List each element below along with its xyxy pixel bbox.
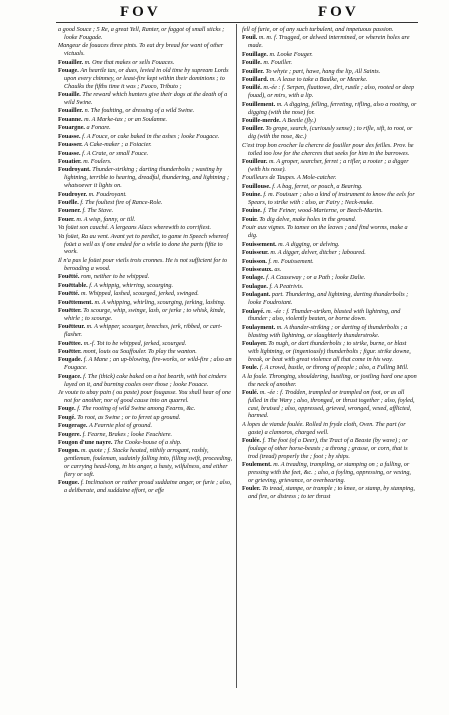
dictionary-entry — [58, 191, 234, 199]
entry-headword: Fougé. — [58, 413, 76, 421]
entry-definition: m. A lease to take a Baulke, or Mearke. — [269, 76, 368, 84]
entry-headword: Fouailler. — [58, 58, 84, 66]
entry-headword: Fougere. — [58, 430, 82, 438]
entry-headword: Fouissement. — [242, 240, 277, 248]
entry-definition: To dig delve, make holes in the ground. — [259, 215, 357, 223]
dictionary-entry — [242, 373, 418, 389]
entry-headword: Fougue. — [58, 479, 80, 487]
entry-definition: f. The Feiner, wood-Marterne, or Beech-Martin. — [263, 207, 383, 215]
entry-headword: Fouiller. — [242, 125, 264, 133]
entry-headword: Fouillement. — [242, 100, 276, 108]
entry-headword: Fougerage. — [58, 422, 88, 430]
entry-definition: m. Foulers. — [83, 158, 112, 166]
dictionary-entry — [242, 158, 418, 174]
dictionary-entry — [58, 405, 234, 413]
entry-definition: f. The foot (of a Deer), the Tract of a Beaste (by wave) ; or foulage of other horse-beasts ; a throng ; grasse, or corn, that is trod (tread) properly the ; foot ; by ships. — [248, 437, 408, 460]
entry-headword: Foule. — [242, 364, 259, 372]
entry-definition: f. Inclinaison or rather proud suddaine anger, or furie ; also, a deliberate, and suddaine effort, or effe — [64, 479, 232, 495]
entry-definition: m. A Marke-tax ; or an Soulanne. — [84, 115, 168, 123]
dictionary-entry — [58, 26, 234, 42]
entry-headword: Fouille-merde. — [242, 117, 281, 125]
entry-headword: Foulayer. — [242, 340, 267, 348]
entry-definition: f. A Fouce, or cake baked in the ashes ; looke Fougace. — [82, 132, 220, 140]
entry-definition: Va foüet son cauché. A lergeans Alacs wherewith to corrifiest. — [58, 224, 212, 232]
column-divider — [236, 24, 237, 688]
entry-definition: rom, neither to be whipped. — [81, 273, 150, 281]
dictionary-entry — [242, 224, 418, 240]
dictionary-entry — [58, 67, 234, 91]
dictionary-entry — [58, 124, 234, 132]
entry-definition: A Fearnie plot of ground. — [88, 422, 153, 430]
dictionary-entry — [242, 51, 418, 59]
entry-definition: f. A Peatrivis. — [269, 282, 304, 290]
dictionary-entry — [242, 216, 418, 224]
entry-headword: Foulement. — [242, 461, 272, 469]
entry-headword: Foulague. — [242, 282, 268, 290]
dictionary-entry — [58, 273, 234, 281]
entry-headword: Fouasse. — [58, 132, 81, 140]
entry-headword: Fouir. — [242, 215, 258, 223]
dictionary-entry — [242, 59, 418, 67]
entry-definition: f. A Crate, or small Fouce. — [82, 149, 149, 157]
entry-definition: a good Souce ; 5 Re, a great Yell, Ranter, or faggot of small sticks ; looke Fougade. — [58, 26, 225, 41]
running-head-right: FOV — [318, 4, 359, 20]
entry-definition: The Cooke-house of a ship. — [113, 438, 182, 446]
dictionary-entry — [58, 199, 234, 207]
dictionary-entry — [242, 101, 418, 117]
dictionary-entry — [242, 274, 418, 282]
entry-definition: A Beetle (fly.) — [282, 117, 316, 125]
entry-headword: Fouillouse. — [242, 182, 271, 190]
entry-headword: Fouisseur. — [242, 249, 269, 257]
dictionary-entry — [58, 42, 234, 58]
dictionary-entry — [242, 125, 418, 141]
entry-definition: m. A digging, or delving. — [278, 240, 340, 248]
dictionary-entry — [58, 356, 234, 372]
dictionary-entry — [242, 421, 418, 437]
entry-headword: Fouine. — [242, 191, 262, 199]
entry-definition: m. -ée : f. Thunder-striken, blasted with lightning, and thunder ; also, violently beaten, or borne down. — [248, 307, 401, 323]
dictionary-entry — [58, 373, 234, 389]
entry-definition: m. A thunder-striking ; or darting of thunderbolts ; a blasting with lightning, or slaughterly thunderstroke. — [248, 323, 408, 339]
dictionary-entry — [242, 183, 418, 191]
entry-headword: Fouëtté. — [58, 273, 80, 281]
entry-definition: f. The Stave. — [82, 207, 114, 215]
entry-headword: Fouilleur. — [242, 158, 268, 166]
entry-definition: f. A Causeway ; or a Path ; looke Dalie. — [266, 274, 366, 282]
entry-definition: m. A groper, searcher, ferret ; a rifler, a rooter ; a digger (with his nose). — [248, 158, 409, 173]
entry-definition: To whyte ; part, hawe, hang the lip, All Saints. — [265, 67, 381, 75]
entry-headword: Foulé. — [242, 388, 259, 396]
entry-headword: Fouailler. — [58, 107, 84, 115]
entry-definition: f. m. Fouisuer ; also a kind of instrument to know the eels for Spears, to strike with : also, ar Fairy ; Neck-muke. — [248, 191, 415, 207]
dictionary-entry — [242, 84, 418, 100]
entry-definition: To nugh, or dart thunderbolts ; to strike, burne, or blast with lightning, or (ingeniously) thunderbolts ; figur. strike downe, break, or beat with great violence all that come in his way. — [248, 340, 411, 363]
entry-definition: f. A Mane ; an up-blowing, fire-works, or wild-fire ; also an Fougace. — [64, 356, 232, 372]
entry-headword: Fouargne. — [58, 124, 85, 132]
entry-headword: Fougon. — [58, 447, 80, 455]
entry-definition: f. The foultest fire of Rance-Role. — [80, 199, 163, 207]
dictionary-entry — [58, 91, 234, 107]
dictionary-entry — [58, 224, 234, 232]
entry-definition: f. m. Fouissement. — [268, 257, 314, 265]
dictionary-entry — [242, 249, 418, 257]
dictionary-entry — [58, 107, 234, 115]
entry-definition: The reward which hunters give their dogs at the death of a wild Swine. — [64, 91, 228, 106]
dictionary-entry — [242, 207, 418, 215]
entry-definition: m. A wisp, fanny, or till. — [76, 215, 136, 223]
dictionary-entry — [58, 158, 234, 166]
entry-headword: Fouisseaux. — [242, 265, 273, 273]
dictionary-entry — [58, 299, 234, 307]
entry-definition: An heartle tax, or dues, levied in old time by supream Lords upon every chimney, or least-fire kept within their dominions ; to Chaulks the fifths time it was ; Fuoco, Tributo ; — [64, 67, 229, 90]
dictionary-entry — [242, 437, 418, 461]
entry-definition: Il n'a pas le foüet pour vieils trois cronnes. He is not sufficient for to beroading a wood. — [58, 256, 228, 272]
dictionary-entry — [58, 290, 234, 298]
dictionary-entry — [242, 117, 418, 125]
entry-headword: Foulée. — [242, 437, 262, 445]
entry-definition: A lopes de viande foulée. Rolled in fryde cloth, Oven. The part (or gaste) a clamoros, charged well. — [242, 420, 406, 436]
entry-headword: Fouëtteur. — [58, 323, 86, 331]
entry-definition: Fouilleurs de Taupes. A Mole-catcher. — [242, 174, 337, 182]
entry-definition: f. The (thick) cake baked on a hot bearth, with hot cinders layed on it, and burning coales over those ; looke Fouace. — [64, 372, 227, 388]
dictionary-entry — [58, 233, 234, 257]
entry-headword: Fouasser. — [58, 141, 83, 149]
dictionary-entry — [58, 422, 234, 430]
dictionary-entry — [242, 26, 418, 34]
dictionary-entry — [58, 216, 234, 224]
entry-headword: Fouil. — [242, 34, 258, 42]
dictionary-entry — [242, 291, 418, 307]
entry-headword: Fouëlle. — [58, 199, 79, 207]
dictionary-entry — [58, 348, 234, 356]
dictionary-entry — [242, 191, 418, 207]
entry-headword: Fouer. — [58, 215, 75, 223]
entry-headword: Fouëttee. — [58, 339, 83, 347]
dictionary-entry — [242, 34, 418, 50]
entry-definition: f. A crowd, bustle, or throng of people ; also, a Fulling Mill. — [259, 364, 409, 372]
dictionary-entry — [58, 447, 234, 478]
dictionary-entry — [58, 389, 234, 405]
entry-definition: To grope, search, (curiously sense) ; to rifle, sift, to root, or dig (with the nose, &c.) — [248, 125, 413, 141]
entry-definition: m. Whipped, lashed, scourged, jerked, swinged. — [81, 290, 199, 298]
entry-headword: Fouiller. — [242, 67, 264, 75]
entry-headword: Fouisson. — [242, 257, 267, 265]
entry-headword: Foudroyant. — [58, 166, 91, 174]
entry-definition: Fouir aux vignes. To tamee on the leaves ; and find worms, make a dig. — [242, 224, 408, 240]
dictionary-entry — [242, 241, 418, 249]
entry-definition: C'est trop bon crocher la chercre de fouiller pour des feilles. Prov. he toiled too low for the chercres that seeks for him in the barrowes. — [242, 141, 414, 157]
entry-headword: Fouëtté. — [58, 290, 80, 298]
entry-definition: m. Looke Fouger. — [269, 50, 313, 58]
entry-definition: m. quote ; f. Stacke heated, nithily arrogant, rashly, gentleman, fouleman, sudainly falling into, filling swift, proceeding, or carrying head-long, in his anger, a hasty, wilfulness, and either fiery or soft. — [64, 447, 233, 478]
dictionary-entry — [58, 439, 234, 447]
entry-definition: fell of furie, or of any such turbulent, and impetuous passion. — [242, 26, 394, 33]
dictionary-entry — [242, 324, 418, 340]
entry-definition: m. Fouiller. — [263, 59, 293, 67]
entry-headword: Foudroyer. — [58, 190, 88, 198]
left-column — [58, 26, 234, 688]
header-rule — [56, 22, 418, 23]
entry-headword: Fouatier. — [58, 158, 82, 166]
dictionary-entry — [242, 389, 418, 420]
entry-definition: Je voute to ubay pain ( ou paste) pour fougasse. You shall hear of one not for another, nor of good cause into an quarrel. — [58, 388, 231, 404]
entry-headword: Foulage. — [242, 274, 265, 282]
dictionary-entry — [58, 414, 234, 422]
entry-headword: Fouëttement. — [58, 298, 93, 306]
dictionary-entry — [58, 166, 234, 190]
entry-definition: To tread, stampe, or trample ; to knee, or stamp, by stamping, and fire, or distress ; to ter thrust — [248, 485, 415, 501]
dictionary-entry — [242, 266, 418, 274]
entry-headword: Fouge. — [58, 405, 76, 413]
entry-headword: Fouille. — [242, 59, 262, 67]
dictionary-entry — [242, 142, 418, 158]
entry-headword: Foulagant. — [242, 291, 271, 299]
dictionary-entry — [242, 461, 418, 485]
dictionary-entry — [58, 307, 234, 323]
entry-headword: Foulayment. — [242, 323, 276, 331]
entry-headword: Fouanne. — [58, 115, 83, 123]
running-head-left: FOV — [120, 4, 161, 20]
entry-headword: Fouasse. — [58, 149, 81, 157]
dictionary-entry — [242, 76, 418, 84]
entry-definition: Mangeur de fouaces three pints. To eat dry bread for want of other victuals. — [58, 42, 224, 58]
dictionary-entry — [58, 133, 234, 141]
entry-headword: Fougace. — [58, 372, 82, 380]
dictionary-entry — [58, 116, 234, 124]
dictionary-entry — [242, 308, 418, 324]
entry-headword: Fouine. — [242, 207, 262, 215]
entry-definition: To scourge, whip, swinge, lash, or jerke ; to whisk, kinde, whirle ; to scourge. — [64, 306, 226, 322]
dictionary-entry — [242, 340, 418, 364]
entry-definition: m. A digger, delver, ditcher ; laboured. — [270, 249, 366, 257]
entry-definition: A Cake-maker ; a Foiacier. — [84, 141, 152, 149]
dictionary-entry — [58, 150, 234, 158]
entry-definition: n. The fouhting, or dressing of a wild Swine. — [84, 107, 195, 115]
entry-definition: m.-ée : f. Serpen, fluattowe, dirt, rustle ; also, rooted or deep fouad), or mirs, with a lip. — [248, 84, 415, 100]
dictionary-entry — [58, 282, 234, 290]
entry-headword: Fouëtter. — [58, 306, 82, 314]
entry-definition: a Fonare. — [86, 124, 111, 132]
dictionary-entry — [242, 258, 418, 266]
dictionary-entry — [58, 257, 234, 273]
dictionary-entry — [58, 340, 234, 348]
entry-definition: f. A whippig, whirring, scourging. — [89, 281, 174, 289]
entry-definition: m. One that makes or sells Fouaces. — [84, 58, 175, 66]
entry-definition: A la foule. Thronging, shouldering, hustling, or jostling hard one upon the neck of another. — [242, 372, 417, 388]
entry-definition: m. A whipping, whirling, scourging, jerking, lashing. — [94, 298, 226, 306]
entry-definition: m. Foudroyant. — [88, 190, 127, 198]
entry-headword: Foulayé. — [242, 307, 265, 315]
entry-definition: f. Fearne, Brakes ; looke Feuchiere. — [82, 430, 173, 438]
dictionary-entry — [242, 174, 418, 182]
dictionary-entry — [58, 141, 234, 149]
entry-definition: mont, louis ou Souffouler. To play the wanton. — [83, 347, 197, 355]
entry-headword: Fouener. — [58, 207, 81, 215]
entry-headword: Fouler. — [242, 485, 261, 493]
entry-definition: Thunder-striking ; darting thunderbolts ; wasting by lightning, terrible to hearing, dreadful, thundering, and lightning ; whatsoever it lights on. — [64, 166, 230, 190]
right-column — [242, 26, 418, 688]
entry-headword: Fouëtter. — [58, 347, 82, 355]
entry-definition: m. A treading, trampling, or stamping on ; a fulling, or pressing with the feet, &c. ; also, a foyling, oppressing, or vexing, or grieving, grievance, or overbearing. — [248, 461, 411, 484]
entry-headword: Fouillé. — [242, 84, 262, 92]
entry-headword: Fouëttable. — [58, 281, 88, 289]
entry-headword: Fouillage. — [242, 50, 268, 58]
entry-definition: as. — [274, 265, 282, 273]
entry-headword: Fougon d'une nayre. — [58, 438, 113, 446]
entry-definition: Va foüet, Ra au vent. Avant yet to perdict, to game in Speech whereof foüet a well as if one ended for a while to done the parts fiftie to work. — [58, 232, 229, 256]
dictionary-entry — [58, 323, 234, 339]
dictionary-entry — [58, 207, 234, 215]
entry-definition: To root, as Swine ; or to ferret up ground. — [77, 413, 181, 421]
dictionary-entry — [242, 364, 418, 372]
entry-headword: Fouage. — [58, 67, 79, 74]
entry-headword: Fougade. — [58, 356, 83, 364]
entry-definition: m. m. f. Trugged, or delwed intermined, or wherein holes are made. — [248, 34, 410, 50]
dictionary-entry — [58, 59, 234, 67]
entry-definition: part. Thundering, and lightning, darting thunderbolts ; looke Foudroiant. — [248, 291, 409, 307]
dictionary-entry — [58, 431, 234, 439]
entry-definition: f. A bag, ferret, or pouch, a Bearing. — [272, 182, 363, 190]
entry-headword: Fouillard. — [242, 76, 269, 84]
entry-definition: f. The rooting of wild Swine among Fearns, &c. — [77, 405, 196, 413]
entry-definition: m. A whipper, scourger, breeches, jerk, ribbed, or cart-flasher. — [64, 323, 223, 339]
entry-definition: m. A digging, felling, ferreting, rifling, also a rooting, or digging (with the nose) for. — [248, 100, 417, 116]
dictionary-entry — [242, 283, 418, 291]
entry-definition: m. -ée : f. Trodden, trampled or trampled on foot, or as all fulled in the Wary ; also, thronged, or thrust together ; also, foyled, cast, bruised ; also, oppressed, grieved, wronged, vexed, afflicted, harmed. — [248, 388, 415, 420]
dictionary-entry — [242, 485, 418, 501]
entry-headword: Fouaille. — [58, 91, 81, 99]
dictionary-entry — [242, 68, 418, 76]
entry-definition: m.-f. Tot to be whipped, jerked, scourged. — [83, 339, 187, 347]
dictionary-entry — [58, 479, 234, 495]
